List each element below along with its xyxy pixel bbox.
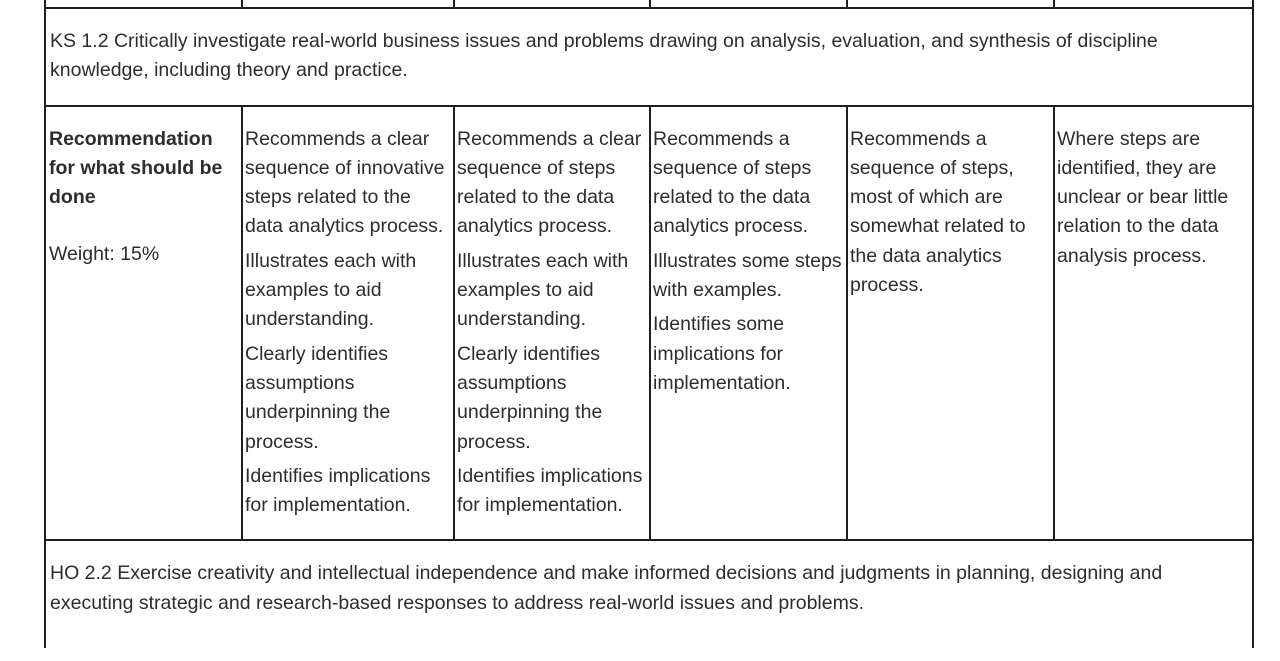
rubric-top-row [45,0,1253,8]
level-3-descriptor [650,106,847,541]
descriptor-paragraph: Clearly identifies assumptions underpinning the process. [457,342,603,453]
rubric-table [44,0,1254,648]
table-cell [847,0,1054,8]
table-cell [454,0,650,8]
learning-outcome-ho: HO 2.2 Exercise creativity and intellectual independence and make informed decisions and judgments in planning, designing and executing strategic and research-based responses to address real-world issues and problems. [45,540,1253,648]
descriptor-paragraph: Clearly identifies assumptions underpinning the process. [245,342,391,453]
descriptor-paragraph: Illustrates some steps with examples. [653,249,842,302]
level-5-descriptor [1054,106,1253,541]
outcome-row-ho [45,540,1253,648]
level-1-descriptor [242,106,454,541]
criterion-row [45,106,1253,541]
descriptor-paragraph: Recommends a sequence of steps related to the data analytics process. [653,127,812,238]
descriptor-paragraph: Identifies some implications for implementation. [653,313,791,394]
table-cell [1054,0,1253,8]
descriptor-paragraph: Recommends a clear sequence of innovative steps related to the data analytics process. [245,127,445,238]
level-2-descriptor [454,106,650,541]
criterion-title: Recommendation for what should be done [49,127,223,209]
descriptor-paragraph: Where steps are identified, they are unclear or bear little relation to the data analysis process. [1057,127,1229,267]
criterion-cell [45,106,242,541]
learning-outcome-ks: KS 1.2 Critically investigate real-world business issues and problems drawing on analysis, evaluation, and synthesis of discipline knowledge, including theory and practice. [45,8,1253,106]
table-cell [242,0,454,8]
table-cell [650,0,847,8]
criterion-weight: Weight: 15% [49,243,160,266]
level-4-descriptor [847,106,1054,541]
descriptor-paragraph: Identifies implications for implementation. [245,464,431,517]
descriptor-paragraph: Identifies implications for implementation. [457,464,643,517]
descriptor-paragraph: Illustrates each with examples to aid understanding. [457,249,629,331]
table-cell [45,0,242,8]
descriptor-paragraph: Recommends a sequence of steps, most of which are somewhat related to the data analytics process. [850,127,1026,297]
descriptor-paragraph: Recommends a clear sequence of steps related to the data analytics process. [457,127,642,238]
descriptor-paragraph: Illustrates each with examples to aid understanding. [245,249,417,331]
outcome-row-ks [45,8,1253,106]
